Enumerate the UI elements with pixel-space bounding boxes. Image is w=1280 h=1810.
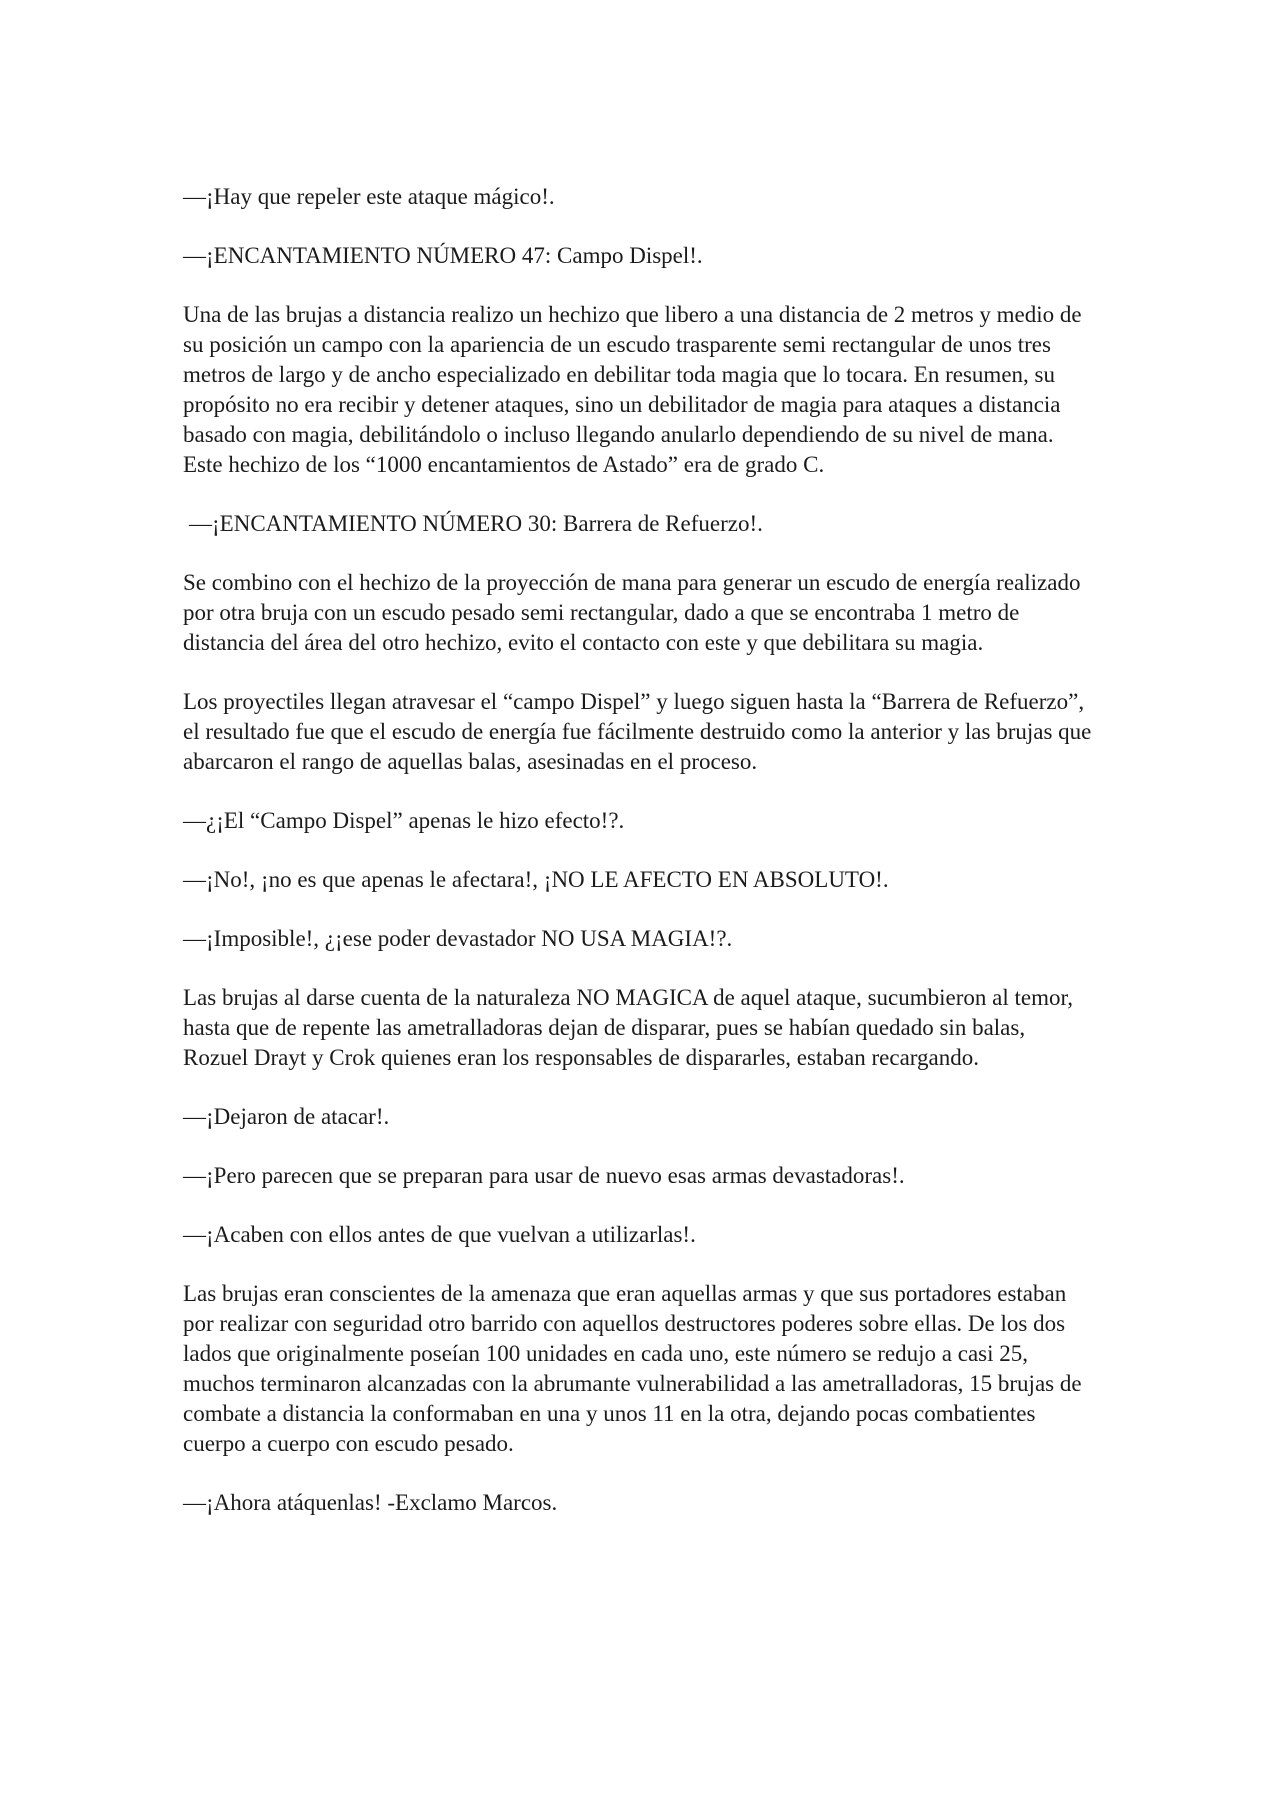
dialogue-line: —¡Acaben con ellos antes de que vuelvan a utilizarlas!.	[183, 1222, 696, 1247]
narrative-paragraph: Las brujas eran conscientes de la amenaza que eran aquellas armas y que sus portadores estaban por realizar con seguridad otro barrido con aquellos destructores poderes sobre ellas. De los dos lados que originalmente poseían 100 unidades en cada uno, este número se redujo a casi 25, muchos terminaron alcanzadas con la abrumante vulnerabilidad a las ametralladoras, 15 brujas de combate a distancia la conformaban en una y unos 11 en la otra, dejando pocas combatientes cuerpo a cuerpo con escudo pesado.	[183, 1281, 1082, 1456]
narrative-paragraph: Se combino con el hechizo de la proyección de mana para generar un escudo de energía realizado por otra bruja con un escudo pesado semi rectangular, dado a que se encontraba 1 metro de distancia del área del otro hechizo, evito el contacto con este y que debilitara su magia.	[183, 570, 1081, 655]
dialogue-line: —¡Hay que repeler este ataque mágico!.	[183, 184, 555, 209]
dialogue-line: —¡No!, ¡no es que apenas le afectara!, ¡NO LE AFECTO EN ABSOLUTO!.	[183, 867, 889, 892]
dialogue-line: —¿¡El “Campo Dispel” apenas le hizo efecto!?.	[183, 808, 625, 833]
dialogue-line: —¡ENCANTAMIENTO NÚMERO 30: Barrera de Refuerzo!.	[189, 511, 763, 536]
dialogue-line: —¡ENCANTAMIENTO NÚMERO 47: Campo Dispel!.	[183, 243, 703, 268]
narrative-paragraph: Los proyectiles llegan atravesar el “campo Dispel” y luego siguen hasta la “Barrera de Refuerzo”, el resultado fue que el escudo de energía fue fácilmente destruido como la anterior y las brujas que abarcaron el rango de aquellas balas, asesinadas en el proceso.	[183, 689, 1092, 774]
narrative-paragraph: Una de las brujas a distancia realizo un hechizo que libero a una distancia de 2 metros y medio de su posición un campo con la apariencia de un escudo trasparente semi rectangular de unos tres metros de largo y de ancho especializado en debilitar toda magia que lo tocara. En resumen, su propósito no era recibir y detener ataques, sino un debilitador de magia para ataques a distancia basado con magia, debilitándolo o incluso llegando anularlo dependiendo de su nivel de mana. Este hechizo de los “1000 encantamientos de Astado” era de grado C.	[183, 302, 1082, 477]
narrative-paragraph: Las brujas al darse cuenta de la naturaleza NO MAGICA de aquel ataque, sucumbieron al temor, hasta que de repente las ametralladoras dejan de disparar, pues se habían quedado sin balas, Rozuel Drayt y Crok quienes eran los responsables de dispararles, estaban recargando.	[183, 985, 1073, 1070]
dialogue-line: —¡Dejaron de atacar!.	[183, 1104, 390, 1129]
dialogue-line: —¡Imposible!, ¿¡ese poder devastador NO USA MAGIA!?.	[183, 926, 733, 951]
document-body	[183, 182, 1093, 1547]
dialogue-line: —¡Pero parecen que se preparan para usar de nuevo esas armas devastadoras!.	[183, 1163, 905, 1188]
dialogue-line: —¡Ahora atáquenlas! -Exclamo Marcos.	[183, 1490, 558, 1515]
